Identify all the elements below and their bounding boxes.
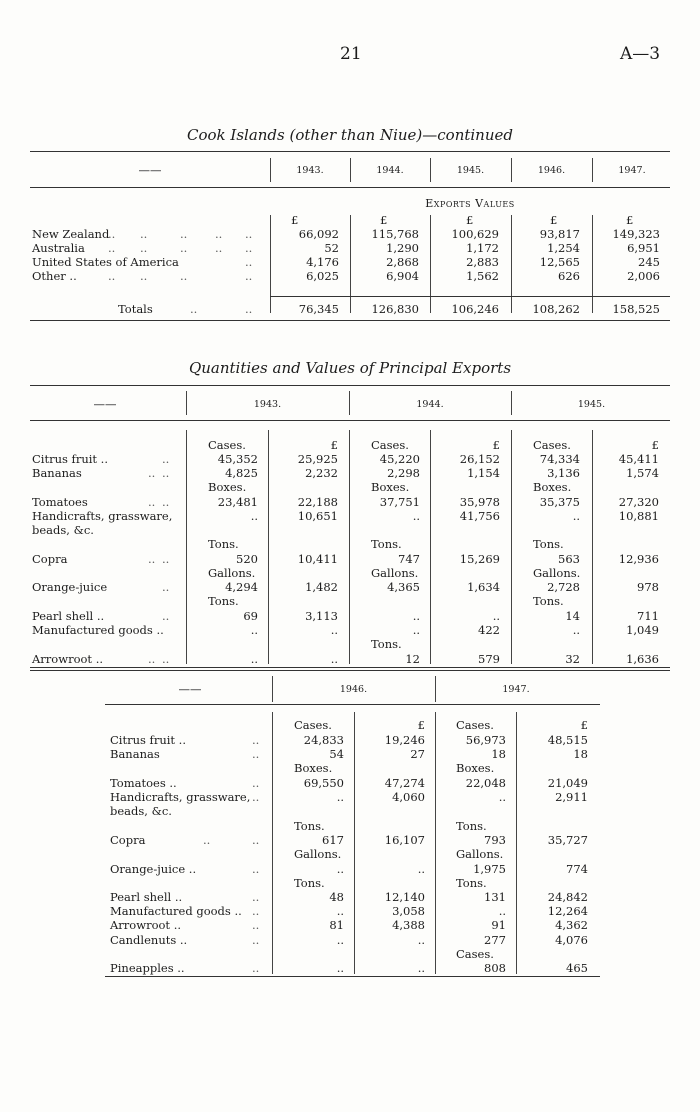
t3-1946-value: £ [417,718,425,732]
t2-1943-value: 10,651 [297,509,338,523]
t3-1947-value: 18 [573,747,588,761]
t3-row-label: Orange-juice .. [110,862,197,876]
t3-row-label: Pearl shell .. [110,890,183,904]
t2-1945-qty: Tons. [533,594,564,608]
t2-1944-qty: Gallons. [371,566,419,580]
t3-1947-qty: 56,973 [465,733,506,747]
t1-cell: 66,092 [298,227,339,241]
t2-1944-qty: Cases. [371,438,409,452]
t2-leader-dots: .. [162,609,170,623]
t1-totals-label: Totals [118,302,153,316]
t1-cell: 6,951 [627,241,660,255]
t3-leader-dots: .. [252,790,260,804]
t2-row-label: Manufactured goods .. [32,623,164,637]
t2-leader-dots: .. [148,466,156,480]
t2-1944-qty: .. [412,623,420,637]
t2-1943-qty: .. [250,652,258,666]
t2-1945-value: 1,049 [626,623,659,637]
t3-leader-dots: .. [252,862,260,876]
table1-year-1944: 1944. [376,165,404,176]
t3-1946-qty: .. [336,862,344,876]
t3-1946-qty: 69,550 [303,776,344,790]
t1-unit-1: £ [380,213,388,227]
t2-1945-qty: 2,728 [547,580,580,594]
t1-cell: 93,817 [539,227,580,241]
t3-1946-qty: .. [336,961,344,975]
t3-1947-qty: 808 [484,961,506,975]
t3-1946-qty: 48 [329,890,344,904]
t2-1945-qty: .. [572,623,580,637]
t3-1947-qty: Gallons. [456,847,504,861]
t2-1945-value: 27,320 [618,495,659,509]
t3-1947-qty: 277 [484,933,506,947]
t2-1943-qty: 23,481 [217,495,258,509]
t1-cell: 149,323 [612,227,660,241]
t2-1945-qty: 32 [565,652,580,666]
t2-1943-qty: 4,294 [225,580,258,594]
t1-cell: 1,254 [547,241,580,255]
t3-row-label: beads, &c. [110,804,172,818]
t1-leader-dots: .. [140,269,148,283]
table1-title: Cook Islands (other than Niue)—continued [187,126,513,144]
t3-row-label: Copra [110,833,146,847]
t2-1943-qty: Gallons. [208,566,256,580]
table1-year-1947: 1947. [618,165,646,176]
t3-1946-qty: Boxes. [294,761,333,775]
t2-row-label: Orange-juice [32,580,108,594]
t1-row-label: Australia [32,241,85,255]
t3-1946-qty: Tons. [294,819,325,833]
t1-cell: 100,629 [451,227,499,241]
page-reference: A—3 [620,44,661,64]
t3-leader-dots: .. [252,933,260,947]
t3-1947-qty: 22,048 [465,776,506,790]
t2-1943-value: 3,113 [305,609,338,623]
t2-1945-qty: Boxes. [533,480,572,494]
t3-1947-qty: 131 [484,890,506,904]
t1-total-cell: 106,246 [451,302,499,316]
t3-1946-qty: 54 [329,747,344,761]
t2-1943-qty: 45,352 [217,452,258,466]
t1-cell: 6,904 [386,269,419,283]
t3-1946-value: 47,274 [384,776,425,790]
t2-1943-qty: 520 [236,552,258,566]
t2-leader-dots: .. [162,580,170,594]
t1-unit-2: £ [466,213,474,227]
t1-cell: 12,565 [539,255,580,269]
t2-row-label: beads, &c. [32,523,94,537]
t1-row-label: United States of America [32,255,179,269]
t2-row-label: Copra [32,552,68,566]
table3-year-1947: 1947. [502,684,530,695]
t2-1945-qty: 563 [558,552,580,566]
table1-stub-dash: —— [138,163,162,177]
t3-leader-dots: .. [252,733,260,747]
t2-1945-qty: Gallons. [533,566,581,580]
t3-1946-value: 3,058 [392,904,425,918]
t2-leader-dots: .. [148,652,156,666]
t3-1946-value: 4,060 [392,790,425,804]
t2-leader-dots: .. [148,495,156,509]
t2-1945-qty: 74,334 [539,452,580,466]
t2-1944-qty: 747 [398,552,420,566]
t1-leader-dots: .. [180,227,188,241]
t1-cell: 1,290 [386,241,419,255]
t2-leader-dots: .. [162,452,170,466]
t3-leader-dots: .. [252,747,260,761]
t1-total-cell: 108,262 [532,302,580,316]
t1-leader-dots: .. [245,227,253,241]
t3-1947-value: 35,727 [547,833,588,847]
t2-leader-dots: .. [162,495,170,509]
t2-1943-value: £ [330,438,338,452]
t1-leader-dots: .. [245,269,253,283]
t2-leader-dots: .. [162,466,170,480]
t1-leader-dots: .. [180,269,188,283]
t2-1945-value: 711 [637,609,659,623]
table2-year-1945: 1945. [577,399,606,410]
t2-1944-qty: 45,220 [379,452,420,466]
t1-leader-dots: .. [140,241,148,255]
t3-leader-dots: .. [252,961,260,975]
t3-1947-value: 48,515 [547,733,588,747]
t2-1945-value: 1,636 [626,652,659,666]
table1-section-heading: Exports Values [425,197,515,210]
t2-1943-qty: Tons. [208,537,239,551]
t3-1947-qty: Tons. [456,819,487,833]
t2-1944-qty: .. [412,509,420,523]
t1-leader-dots: .. [108,269,116,283]
t2-1943-value: 25,925 [297,452,338,466]
t2-1945-value: 45,411 [618,452,659,466]
t2-1945-value: 10,881 [618,509,659,523]
t2-1943-value: 1,482 [305,580,338,594]
t1-cell: 2,883 [466,255,499,269]
t2-leader-dots: .. [162,652,170,666]
t2-row-label: Bananas [32,466,82,480]
t3-1947-value: 4,076 [555,933,588,947]
t1-cell: 2,006 [627,269,660,283]
t3-row-label: Bananas [110,747,160,761]
table2-stub-dash: —— [93,397,117,411]
t1-cell: 115,768 [371,227,419,241]
t3-row-label: Arrowroot .. [110,918,181,932]
t3-1947-qty: Cases. [456,718,494,732]
t3-1946-value: 19,246 [384,733,425,747]
t1-leader-dots: .. [140,227,148,241]
t1-cell: 245 [638,255,660,269]
t3-1947-qty: Cases. [456,947,494,961]
t3-1947-value: 21,049 [547,776,588,790]
t3-1947-qty: 91 [491,918,506,932]
t3-leader-dots: .. [252,776,260,790]
t2-1943-qty: Boxes. [208,480,247,494]
t3-1947-qty: .. [498,904,506,918]
t3-1946-value: .. [417,862,425,876]
t1-leader-dots: .. [245,241,253,255]
t3-1947-qty: Boxes. [456,761,495,775]
t2-1944-qty: Tons. [371,637,402,651]
t3-1946-qty: Cases. [294,718,332,732]
t3-1946-value: 16,107 [384,833,425,847]
table1-year-1945: 1945. [456,165,485,176]
t2-row-label: Tomatoes [32,495,88,509]
t2-1945-value: 978 [637,580,659,594]
t1-unit-4: £ [626,213,634,227]
t1-cell: 1,172 [466,241,499,255]
t1-leader-dots: .. [245,255,253,269]
t2-1945-value: £ [651,438,659,452]
t2-leader-dots: .. [148,552,156,566]
t2-1944-qty: Tons. [371,537,402,551]
page-number: 21 [340,44,362,64]
t1-leader-dots: .. [215,241,223,255]
t2-1944-value: 579 [478,652,500,666]
t3-1947-value: 4,362 [555,918,588,932]
t2-1944-value: 35,978 [459,495,500,509]
t3-row-label: Pineapples .. [110,961,185,975]
t3-row-label: Candlenuts .. [110,933,188,947]
t3-leader-dots: .. [252,904,260,918]
table2-year-1943: 1943. [253,399,282,410]
t2-1945-qty: Cases. [533,438,571,452]
t2-1945-qty: 35,375 [539,495,580,509]
t3-1946-qty: Tons. [294,876,325,890]
t3-row-label: Handicrafts, grassware, [110,790,251,804]
table2-title: Quantities and Values of Principal Exports [188,359,512,377]
t3-1946-value: 27 [410,747,425,761]
t1-row-label: New Zealand [32,227,110,241]
t3-1946-value: 12,140 [384,890,425,904]
t2-1943-qty: .. [250,623,258,637]
t3-1946-qty: Gallons. [294,847,342,861]
t3-1947-qty: Tons. [456,876,487,890]
t1-cell: 1,562 [466,269,499,283]
t3-1946-qty: .. [336,790,344,804]
t2-1944-qty: 12 [405,652,420,666]
t2-1943-qty: Tons. [208,594,239,608]
t1-leader-dots: .. [190,302,198,316]
t2-1944-value: 1,634 [467,580,500,594]
t2-1943-qty: .. [250,509,258,523]
t3-1946-qty: .. [336,904,344,918]
t3-row-label: Tomatoes .. [110,776,177,790]
table1-year-1943: 1943. [296,165,324,176]
t2-1943-value: .. [330,652,338,666]
t2-1944-qty: Boxes. [371,480,410,494]
t2-1944-value: 422 [478,623,500,637]
t2-1945-value: 12,936 [618,552,659,566]
t3-1946-qty: 81 [329,918,344,932]
t2-row-label: Citrus fruit .. [32,452,108,466]
t3-leader-dots: .. [252,833,260,847]
t2-1945-qty: 14 [565,609,580,623]
t3-1946-qty: 24,833 [303,733,344,747]
t1-leader-dots: .. [180,241,188,255]
t2-row-label: Arrowroot .. [32,652,103,666]
t3-row-label: Manufactured goods .. [110,904,242,918]
t1-leader-dots: .. [108,227,116,241]
t3-1947-qty: .. [498,790,506,804]
t1-row-label: Other .. [32,269,77,283]
t2-1944-qty: 4,365 [387,580,420,594]
t2-1944-value: £ [492,438,500,452]
t1-unit-3: £ [550,213,558,227]
t2-1943-qty: 69 [243,609,258,623]
table2-year-1944: 1944. [416,399,444,410]
t3-1947-value: 12,264 [547,904,588,918]
t2-leader-dots: .. [162,552,170,566]
t2-1945-qty: Tons. [533,537,564,551]
t1-total-cell: 76,345 [298,302,339,316]
t2-1944-value: .. [492,609,500,623]
t3-1946-value: 4,388 [392,918,425,932]
t2-1944-value: 41,756 [459,509,500,523]
t1-cell: 2,868 [386,255,419,269]
t3-row-label: Citrus fruit .. [110,733,186,747]
t3-1947-value: 24,842 [547,890,588,904]
t2-1945-value: 1,574 [626,466,659,480]
t3-1947-value: £ [580,718,588,732]
t2-1944-qty: .. [412,609,420,623]
t2-1944-value: 1,154 [467,466,500,480]
t2-1944-qty: 37,751 [379,495,420,509]
t2-1943-value: .. [330,623,338,637]
t2-1944-value: 15,269 [459,552,500,566]
t1-cell: 626 [558,269,580,283]
t2-1944-qty: 2,298 [387,466,420,480]
t3-1946-qty: .. [336,933,344,947]
t3-1947-value: 774 [566,862,588,876]
t3-1947-value: 2,911 [555,790,588,804]
t3-leader-dots: .. [252,890,260,904]
t2-1943-value: 2,232 [305,466,338,480]
t3-1946-value: .. [417,961,425,975]
t2-row-label: Handicrafts, grassware, [32,509,173,523]
t2-1943-value: 22,188 [297,495,338,509]
t1-cell: 6,025 [306,269,339,283]
table3-year-1946: 1946. [339,684,368,695]
t3-1947-qty: 1,975 [473,862,506,876]
t2-1944-value: 26,152 [459,452,500,466]
t3-1946-qty: 617 [322,833,344,847]
t2-1945-qty: 3,136 [547,466,580,480]
t1-leader-dots: .. [245,302,253,316]
t1-leader-dots: .. [215,227,223,241]
t1-leader-dots: .. [108,241,116,255]
t1-cell: 52 [324,241,339,255]
t2-1943-value: 10,411 [297,552,338,566]
t3-leader-dots: .. [252,918,260,932]
t2-1943-qty: 4,825 [225,466,258,480]
t3-1947-qty: 793 [484,833,506,847]
table1-year-1946: 1946. [537,165,566,176]
t3-leader-dots: .. [203,833,211,847]
t2-row-label: Pearl shell .. [32,609,105,623]
t1-unit-0: £ [291,213,299,227]
t3-1947-qty: 18 [491,747,506,761]
t2-1945-qty: .. [572,509,580,523]
t1-total-cell: 158,525 [612,302,660,316]
t1-total-cell: 126,830 [371,302,419,316]
t1-cell: 4,176 [306,255,339,269]
t3-1946-value: .. [417,933,425,947]
t2-1943-qty: Cases. [208,438,246,452]
table3-stub-dash: —— [178,682,202,696]
t3-1947-value: 465 [566,961,588,975]
